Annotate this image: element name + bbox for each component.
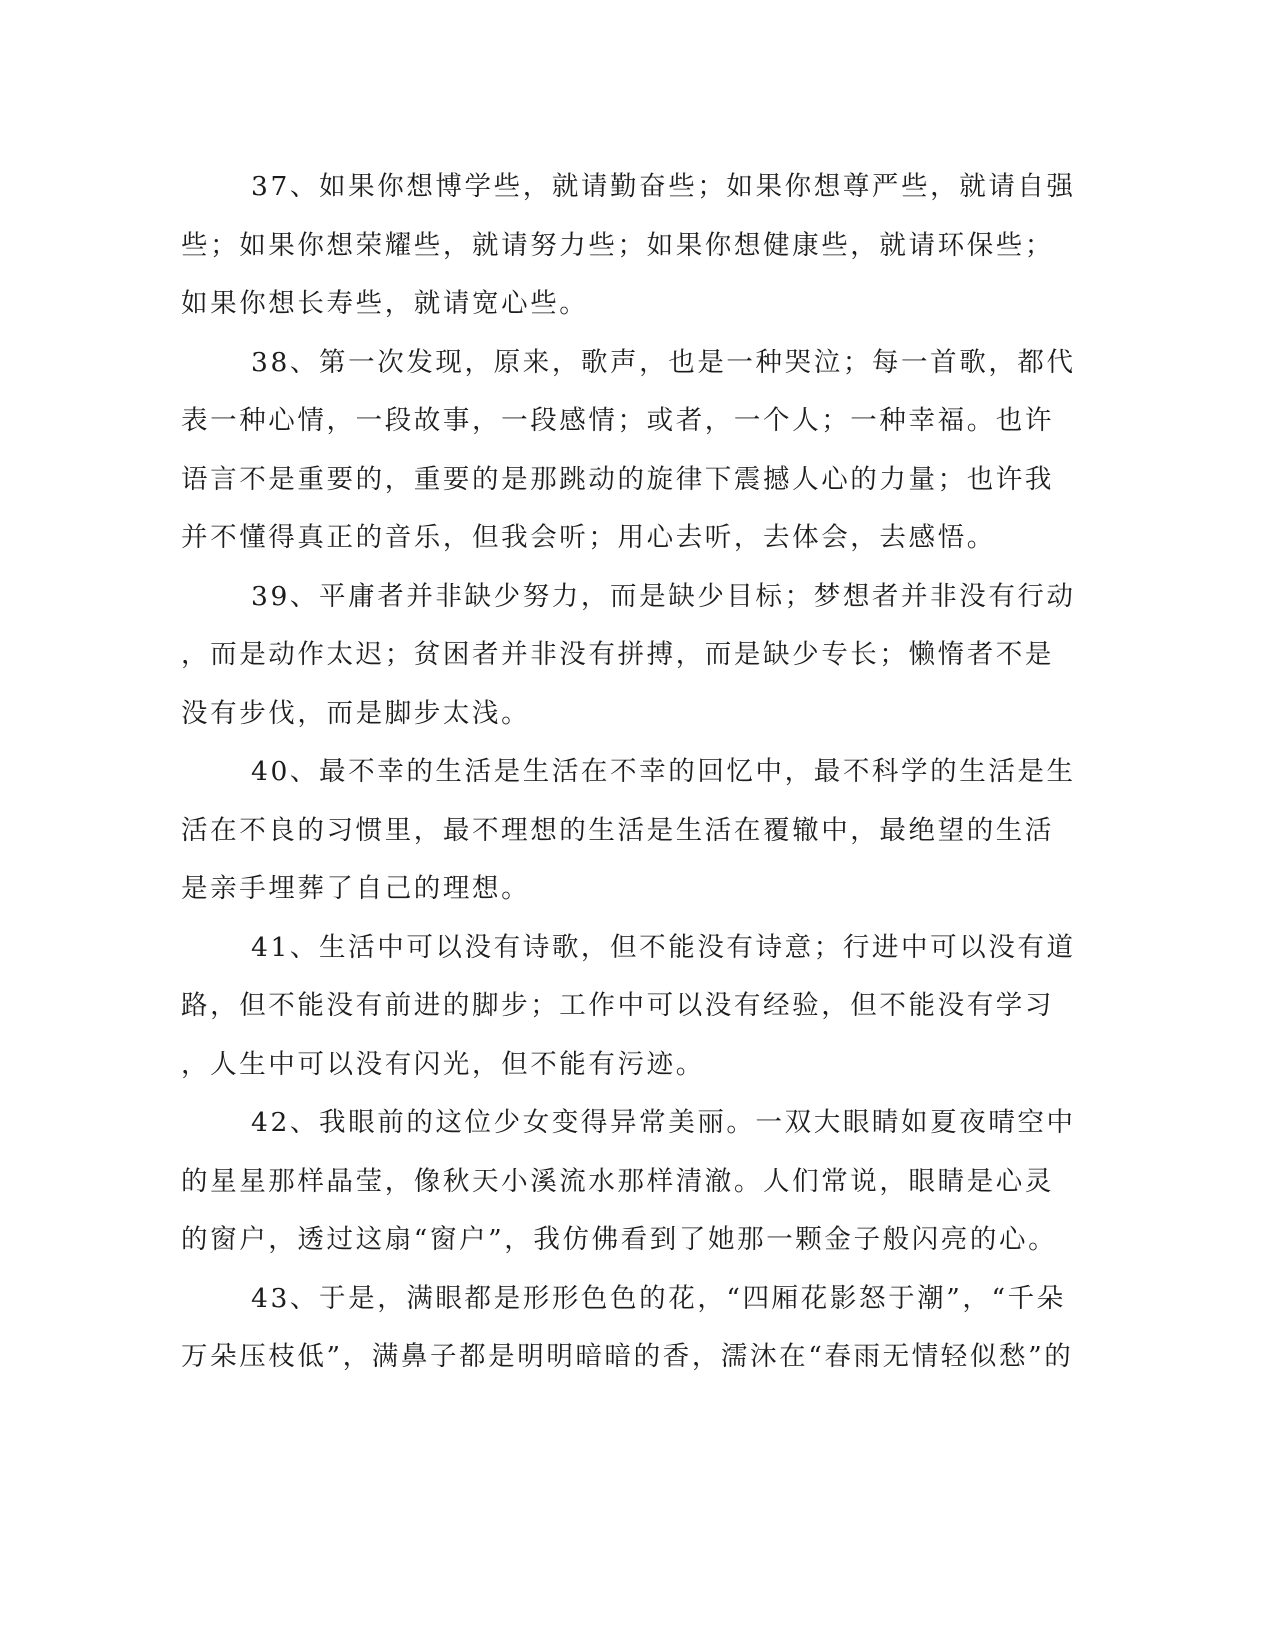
text-line: 活在不良的习惯里，最不理想的生活是生活在覆辙中，最绝望的生活 <box>181 814 1054 846</box>
text-line: ，人生中可以没有闪光，但不能有污迹。 <box>181 1048 705 1080</box>
text-line: ，而是动作太迟；贫困者并非没有拼搏，而是缺少专长；懒惰者不是 <box>181 639 1054 670</box>
paragraph-41 <box>181 919 1076 1095</box>
text-line: 表一种心情，一段故事，一段感情；或者，一个人；一种幸福。也许 <box>181 405 1054 436</box>
text-line: 38、第一次发现，原来，歌声，也是一种哭泣；每一首歌，都代 <box>251 346 1076 378</box>
text-line: 没有步伐，而是脚步太浅。 <box>181 697 531 729</box>
paragraph-39 <box>181 568 1076 744</box>
paragraph-37 <box>181 158 1076 334</box>
document-body <box>181 158 1076 1387</box>
paragraph-38 <box>181 334 1076 568</box>
text-line: 路，但不能没有前进的脚步；工作中可以没有经验，但不能没有学习 <box>181 990 1054 1021</box>
text-line: 39、平庸者并非缺少努力，而是缺少目标；梦想者并非没有行动 <box>251 580 1076 612</box>
text-line: 些；如果你想荣耀些，就请努力些；如果你想健康些，就请环保些； <box>181 229 1054 261</box>
text-line: 如果你想长寿些，就请宽心些。 <box>181 288 589 319</box>
text-line: 37、如果你想博学些，就请勤奋些；如果你想尊严些，就请自强 <box>251 171 1076 202</box>
text-line: 41、生活中可以没有诗歌，但不能没有诗意；行进中可以没有道 <box>251 931 1076 963</box>
text-line: 并不懂得真正的音乐，但我会听；用心去听，去体会，去感悟。 <box>181 522 996 553</box>
paragraph-40 <box>181 743 1076 919</box>
text-line: 的星星那样晶莹，像秋天小溪流水那样清澈。人们常说，眼睛是心灵 <box>181 1165 1054 1197</box>
text-line: 语言不是重要的，重要的是那跳动的旋律下震撼人心的力量；也许我 <box>181 463 1054 495</box>
text-line: 43、于是，满眼都是形形色色的花，“四厢花影怒于潮”，“千朵 <box>251 1282 1066 1314</box>
paragraph-42 <box>181 1094 1076 1270</box>
text-line: 40、最不幸的生活是生活在不幸的回忆中，最不科学的生活是生 <box>251 756 1076 787</box>
paragraph-43 <box>181 1270 1074 1387</box>
text-line: 的窗户，透过这扇“窗户”，我仿佛看到了她那一颗金子般闪亮的心。 <box>181 1224 1058 1255</box>
text-line: 万朵压枝低”，满鼻子都是明明暗暗的香，濡沐在“春雨无情轻似愁”的 <box>181 1341 1074 1372</box>
text-line: 是亲手埋葬了自己的理想。 <box>181 873 531 904</box>
text-line: 42、我眼前的这位少女变得异常美丽。一双大眼睛如夏夜晴空中 <box>251 1107 1076 1138</box>
